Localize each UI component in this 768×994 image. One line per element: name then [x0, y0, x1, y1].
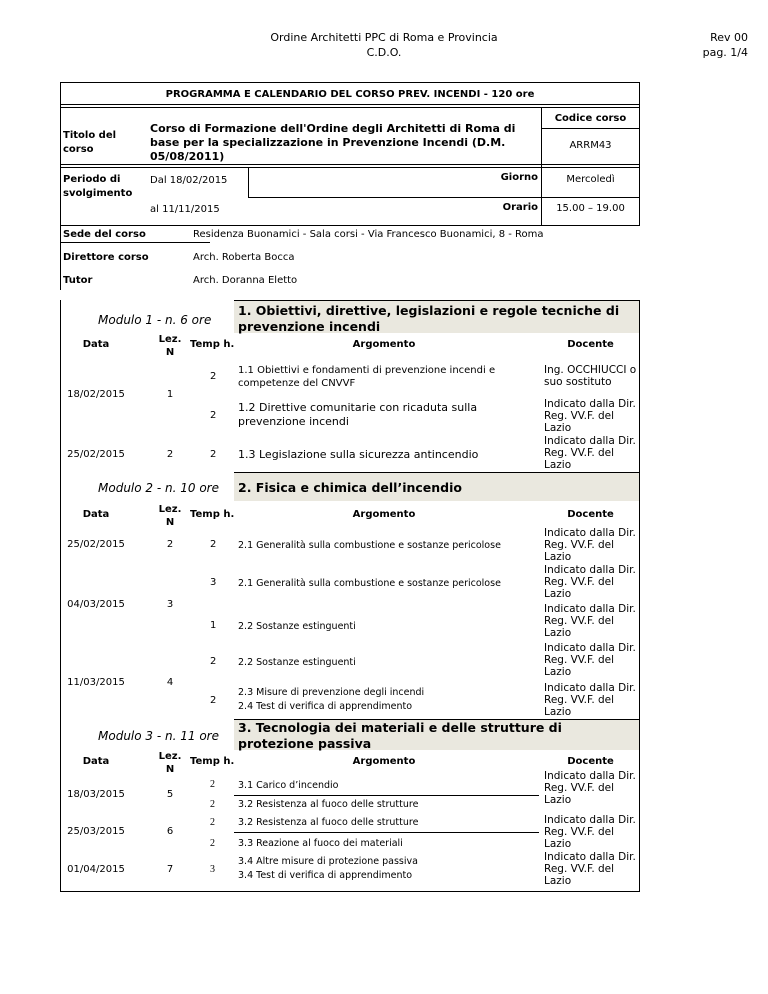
module-3-title: 3. Tecnologia dei materiali e delle strutture di protezione passiva — [238, 720, 562, 751]
m1-doc-2: Indicato dalla Dir. Reg. VV.F. del Lazio — [544, 398, 636, 435]
m3-arg-6: 3.4 Test di verifica di apprendimento — [238, 870, 413, 881]
m2-temp-3: 1 — [210, 620, 217, 631]
header-org: Ordine Architetti PPC di Roma e Provincia — [270, 31, 498, 44]
m2-temp-4: 2 — [210, 656, 217, 667]
col-argomento: Argomento — [352, 339, 416, 350]
tutor-value: Arch. Doranna Eletto — [193, 275, 298, 286]
m1-date-1: 18/02/2015 — [67, 389, 125, 400]
m3-lez-3: 7 — [166, 864, 174, 875]
m3-temp-1: 2 — [210, 779, 215, 790]
codice-value: ARRM43 — [569, 140, 612, 151]
m3-doc-2: Indicato dalla Dir. Reg. VV.F. del Lazio — [544, 814, 636, 851]
orario-value: 15.00 – 19.00 — [556, 203, 625, 214]
m2-arg-4: 2.2 Sostanze estinguenti — [238, 657, 356, 668]
col-temp: Temp h. — [190, 509, 235, 520]
col-data: Data — [82, 509, 110, 520]
orario-label: Orario — [502, 202, 538, 213]
giorno-label: Giorno — [500, 172, 538, 183]
module-2-label: Modulo 2 - n. 10 ore — [98, 481, 219, 495]
tutor-label: Tutor — [63, 275, 93, 286]
m1-arg-2: 1.2 Direttive comunitarie con ricaduta sulla prevenzione incendi — [238, 401, 478, 428]
m2-doc-4: Indicato dalla Dir. Reg. VV.F. del Lazio — [544, 642, 636, 679]
m3-temp-5: 3 — [210, 864, 215, 875]
module-2-title: 2. Fisica e chimica dell’incendio — [238, 480, 463, 495]
module-1-title: 1. Obiettivi, direttive, legislazioni e regole tecniche di prevenzione incendi — [238, 303, 620, 334]
m2-date-2: 04/03/2015 — [67, 599, 125, 610]
m2-temp-5: 2 — [210, 695, 217, 706]
m2-arg-1: 2.1 Generalità sulla combustione e sostanze pericolose — [238, 540, 501, 551]
m2-lez-1: 2 — [166, 539, 174, 550]
m3-date-2: 25/03/2015 — [67, 826, 125, 837]
m1-doc-3: Indicato dalla Dir. Reg. VV.F. del Lazio — [544, 435, 636, 472]
m1-temp-3: 2 — [210, 449, 217, 460]
date-to: al 11/11/2015 — [150, 204, 220, 215]
m3-temp-3: 2 — [210, 817, 215, 828]
periodo-label: Periodo di svolgimento — [63, 174, 133, 199]
m2-doc-1: Indicato dalla Dir. Reg. VV.F. del Lazio — [544, 527, 636, 564]
col-temp: Temp h. — [190, 756, 235, 767]
module-1-label: Modulo 1 - n. 6 ore — [98, 313, 212, 327]
m2-doc-2: Indicato dalla Dir. Reg. VV.F. del Lazio — [544, 564, 636, 601]
col-data: Data — [82, 756, 110, 767]
m1-arg-1: 1.1 Obiettivi e fondamenti di prevenzione incendi e competenze del CNVVF — [238, 365, 496, 389]
m3-arg-1: 3.1 Carico d’incendio — [238, 780, 339, 791]
m1-lez-1: 1 — [166, 389, 174, 400]
header-rev: Rev 00 — [710, 31, 748, 44]
date-from: Dal 18/02/2015 — [150, 175, 228, 186]
course-title: Corso di Formazione dell'Ordine degli Architetti di Roma di base per la specializzazione in Prevenzione Incendi (D.M. 05/08/2011) — [150, 122, 516, 163]
header-page: pag. 1/4 — [702, 46, 748, 59]
header-dept: C.D.O. — [366, 46, 402, 59]
col-lez: Lez. N — [158, 504, 182, 528]
m1-temp-1: 2 — [210, 371, 217, 382]
col-docente: Docente — [567, 509, 614, 520]
col-data: Data — [82, 339, 110, 350]
m3-arg-3: 3.2 Resistenza al fuoco delle strutture — [238, 817, 419, 828]
col-argomento: Argomento — [352, 509, 416, 520]
m3-date-3: 01/04/2015 — [67, 864, 125, 875]
m1-doc-1: Ing. OCCHIUCCI o suo sostituto — [544, 364, 637, 389]
m2-date-3: 11/03/2015 — [67, 677, 125, 688]
m3-arg-2: 3.2 Resistenza al fuoco delle strutture — [238, 799, 419, 810]
m2-lez-2: 3 — [166, 599, 174, 610]
sede-value: Residenza Buonamici - Sala corsi - Via Francesco Buonamici, 8 - Roma — [193, 229, 544, 240]
m2-date-1: 25/02/2015 — [67, 539, 125, 550]
m2-doc-3: Indicato dalla Dir. Reg. VV.F. del Lazio — [544, 603, 636, 640]
col-lez: Lez. N — [158, 334, 182, 358]
titolo-label: Titolo del corso — [63, 130, 117, 155]
giorno-value: Mercoledì — [566, 174, 615, 185]
m3-lez-2: 6 — [166, 826, 174, 837]
m2-temp-1: 2 — [210, 539, 217, 550]
m1-date-2: 25/02/2015 — [67, 449, 125, 460]
m2-lez-3: 4 — [166, 677, 174, 688]
m3-lez-1: 5 — [166, 789, 174, 800]
m3-arg-4: 3.3 Reazione al fuoco dei materiali — [238, 838, 403, 849]
direttore-value: Arch. Roberta Bocca — [193, 252, 295, 263]
m2-arg-3: 2.2 Sostanze estinguenti — [238, 621, 356, 632]
m3-arg-5: 3.4 Altre misure di protezione passiva — [238, 856, 418, 867]
col-lez: Lez. N — [158, 751, 182, 775]
module-3-label: Modulo 3 - n. 11 ore — [98, 729, 219, 743]
m1-lez-2: 2 — [166, 449, 174, 460]
m2-arg-2: 2.1 Generalità sulla combustione e sostanze pericolose — [238, 578, 501, 589]
m2-arg-6: 2.4 Test di verifica di apprendimento — [238, 701, 413, 712]
m3-date-1: 18/03/2015 — [67, 789, 125, 800]
m3-temp-2: 2 — [210, 799, 215, 810]
m3-temp-4: 2 — [210, 838, 215, 849]
m2-temp-2: 3 — [210, 577, 217, 588]
m2-arg-5: 2.3 Misure di prevenzione degli incendi — [238, 687, 425, 698]
direttore-label: Direttore corso — [63, 252, 149, 263]
col-argomento: Argomento — [352, 756, 416, 767]
col-docente: Docente — [567, 339, 614, 350]
m2-doc-5: Indicato dalla Dir. Reg. VV.F. del Lazio — [544, 682, 636, 719]
col-temp: Temp h. — [190, 339, 235, 350]
col-docente: Docente — [567, 756, 614, 767]
m1-temp-2: 2 — [210, 410, 217, 421]
codice-label: Codice corso — [554, 113, 627, 124]
course-banner: PROGRAMMA E CALENDARIO DEL CORSO PREV. INCENDI - 120 ore — [165, 89, 535, 100]
m3-doc-3: Indicato dalla Dir. Reg. VV.F. del Lazio — [544, 851, 636, 888]
sede-label: Sede del corso — [63, 229, 146, 240]
m1-arg-3: 1.3 Legislazione sulla sicurezza antincendio — [238, 448, 479, 461]
m3-doc-1: Indicato dalla Dir. Reg. VV.F. del Lazio — [544, 770, 636, 807]
